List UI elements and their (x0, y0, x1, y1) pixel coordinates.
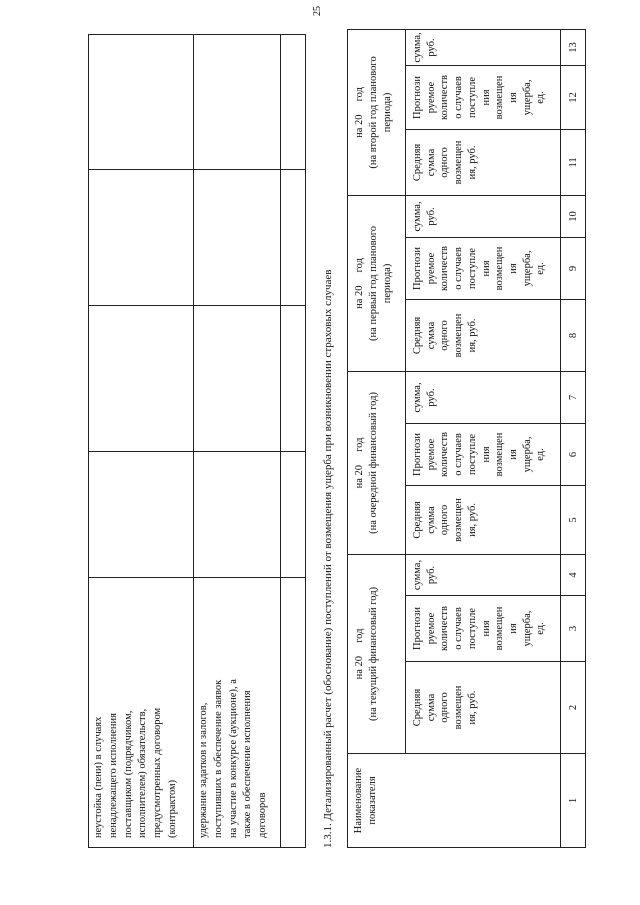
subheader-forecast: Прогнози руемое количеств о случаев поступле ния возмещен ия ущерба, ед. (406, 596, 561, 662)
section-heading: 1.3.1. Детализированный расчет (обоснование) поступлений от возмещения ущерба при возникновении страховых случаев (322, 269, 334, 848)
column-number: 6 (561, 423, 586, 485)
group-second-plan-year (348, 29, 406, 195)
page-number: 25 (312, 6, 323, 16)
column-number: 5 (561, 485, 586, 554)
group-title: на 20 год (354, 258, 365, 309)
damage-compensation-table (347, 29, 586, 848)
column-number: 8 (561, 299, 586, 371)
empty-cell (194, 35, 281, 170)
empty-cell (89, 35, 194, 170)
group-subtitle: (на очередной финансовый год) (368, 392, 379, 534)
table-row (89, 35, 194, 848)
subheader-average: Средняя сумма одного возмещен ия, руб. (406, 129, 561, 195)
row-label-cell (89, 578, 194, 848)
row-label-penalty: неустойка (пени) в случаях ненадлежащего исполнения поставщиком (подрядчиком, исполнителем) обязательств, предусмотренных договором (контрактом) (93, 707, 178, 838)
empty-cell (281, 35, 306, 170)
column-number: 4 (561, 554, 586, 595)
subheader-average: Средняя сумма одного возмещен ия, руб. (406, 485, 561, 554)
column-number: 10 (561, 195, 586, 237)
column-number: 2 (561, 662, 586, 754)
group-next-year (348, 371, 406, 554)
column-number: 1 (561, 754, 586, 848)
subheader-average: Средняя сумма одного возмещен ия, руб. (406, 299, 561, 371)
column-number-row (561, 29, 586, 847)
indicator-name-header (348, 754, 561, 848)
subheader-average: Средняя сумма одного возмещен ия, руб. (406, 662, 561, 754)
subheader-sum: сумма, руб. (406, 554, 561, 595)
column-number: 7 (561, 371, 586, 423)
empty-cell (281, 170, 306, 306)
empty-cell (194, 306, 281, 452)
row-label-cell (194, 578, 281, 848)
table-row (194, 35, 281, 848)
group-subtitle: (на второй год планового периода) (368, 56, 393, 169)
group-title: на 20 год (354, 628, 365, 680)
empty-cell (194, 452, 281, 578)
group-title: на 20 год (354, 87, 365, 138)
indicator-name-label: Наименование показателя (353, 767, 378, 834)
column-number: 12 (561, 65, 586, 129)
empty-cell (89, 306, 194, 452)
subheader-forecast: Прогнози руемое количеств о случаев поступле ния возмещен ия ущерба, ед. (406, 65, 561, 129)
row-label-deposits: удержание задатков и залогов, поступивших в обеспечение заявок на участие в конкурсе (аукционе), а также в обеспечение исполнения договоров (198, 679, 269, 838)
column-number: 11 (561, 129, 586, 195)
group-first-plan-year (348, 195, 406, 371)
column-number: 3 (561, 596, 586, 662)
subheader-forecast: Прогнози руемое количеств о случаев поступле ния возмещен ия ущерба, ед. (406, 423, 561, 485)
group-subtitle: (на текущий финансовый год) (368, 586, 379, 722)
landscape-page (85, 20, 590, 850)
empty-cell (281, 306, 306, 452)
revenue-table-continued (88, 34, 306, 848)
empty-cell (281, 578, 306, 848)
table-row (281, 35, 306, 848)
group-current-year (348, 554, 406, 753)
subheader-forecast: Прогнози руемое количеств о случаев поступле ния возмещен ия ущерба, ед. (406, 237, 561, 299)
group-title: на 20 год (354, 437, 365, 489)
empty-cell (281, 452, 306, 578)
subheader-sum: сумма, руб. (406, 195, 561, 237)
subheader-row (406, 29, 561, 847)
subheader-sum: сумма, руб. (406, 29, 561, 65)
column-number: 9 (561, 237, 586, 299)
empty-cell (89, 170, 194, 306)
empty-cell (194, 170, 281, 306)
group-subtitle: (на первый год планового периода) (368, 225, 393, 341)
group-header-row (348, 29, 406, 847)
subheader-sum: сумма, руб. (406, 371, 561, 423)
empty-cell (89, 452, 194, 578)
column-number: 13 (561, 29, 586, 65)
